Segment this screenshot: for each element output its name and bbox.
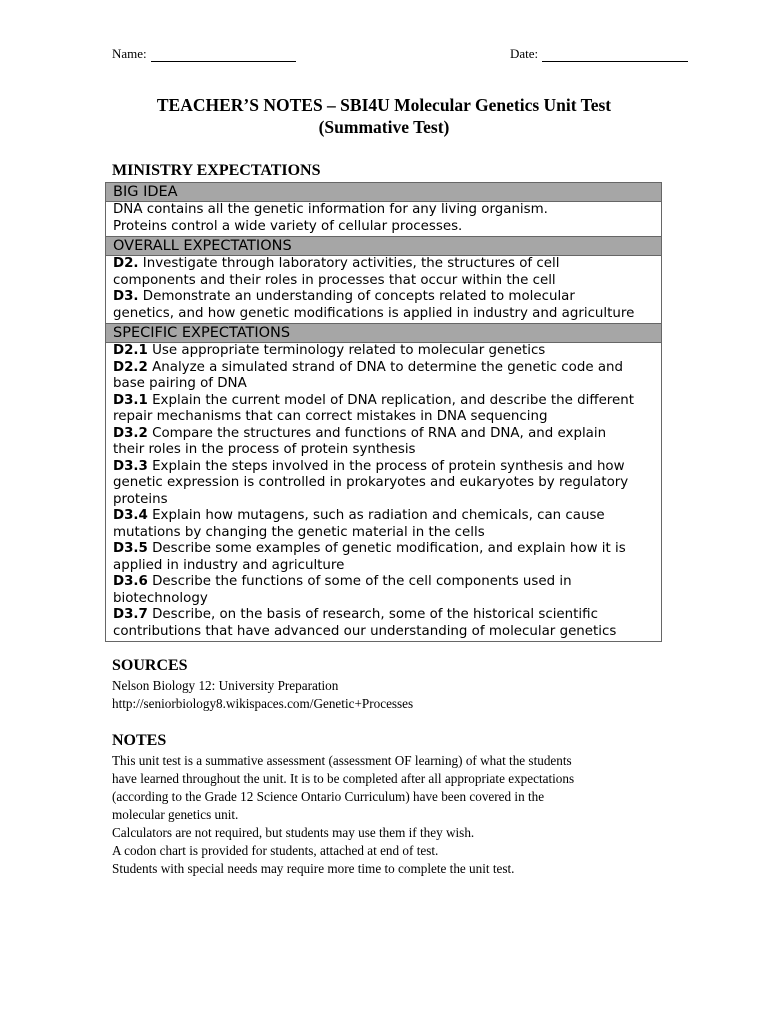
- date-blank-line[interactable]: [542, 47, 688, 62]
- notes-line: Calculators are not required, but students may use them if they wish.: [112, 825, 475, 840]
- expectation-line: genetics, and how genetic modifications is applied in industry and agriculture: [113, 305, 635, 321]
- expectation-code: D3.7: [113, 607, 148, 622]
- expectation-line: proteins: [113, 491, 168, 507]
- expectation-text: Use appropriate terminology related to molecular genetics: [147, 343, 546, 358]
- sources-list: [112, 677, 652, 713]
- expectation-line: mutations by changing the genetic material in the cells: [113, 524, 485, 540]
- expectation-code: D2.2: [113, 359, 148, 375]
- expectation-text: Explain the current model of DNA replication, and describe the different: [147, 392, 634, 408]
- notes-heading: NOTES: [112, 732, 167, 749]
- expectation-text: Investigate through laboratory activities, the structures of cell: [138, 256, 560, 271]
- big-idea-header: BIG IDEA: [106, 183, 661, 202]
- source-link[interactable]: http://seniorbiology8.wikispaces.com/Genetic+Processes: [112, 696, 414, 711]
- expectation-code: D3.2: [113, 425, 148, 441]
- notes-line: (according to the Grade 12 Science Ontario Curriculum) have been covered in the: [112, 789, 545, 804]
- expectation-code: D3.6: [113, 574, 148, 589]
- expectation-line: [113, 541, 654, 558]
- expectation-line: [113, 343, 654, 360]
- expectation-line: [113, 574, 654, 591]
- expectations-table: [105, 182, 662, 642]
- expectation-text: Describe some examples of genetic modification, and explain how it is: [147, 541, 626, 556]
- ministry-expectations-heading: MINISTRY EXPECTATIONS: [112, 162, 321, 179]
- expectation-line: [113, 360, 654, 377]
- expectation-code: D2.: [113, 256, 139, 271]
- expectation-code: D3.3: [113, 458, 148, 474]
- expectation-text: Explain the steps involved in the process of protein synthesis and how: [147, 458, 625, 474]
- expectation-code: D3.: [113, 289, 139, 304]
- expectation-line: [113, 289, 654, 306]
- expectation-line: applied in industry and agriculture: [113, 557, 345, 573]
- expectation-line: components and their roles in processes that occur within the cell: [113, 272, 556, 288]
- overall-expectations-header: OVERALL EXPECTATIONS: [106, 236, 661, 256]
- expectation-line: [113, 393, 654, 410]
- expectation-code: D3.1: [113, 392, 148, 408]
- expectation-code: D2.1: [113, 343, 148, 358]
- source-item: Nelson Biology 12: University Preparation: [112, 678, 339, 693]
- expectation-text: Explain how mutagens, such as radiation and chemicals, can cause: [147, 508, 605, 523]
- title-line-2: (Summative Test): [318, 117, 450, 137]
- notes-body: [112, 752, 652, 878]
- notes-line: Students with special needs may require more time to complete the unit test.: [112, 861, 515, 876]
- specific-expectations-header: SPECIFIC EXPECTATIONS: [106, 323, 661, 343]
- specific-expectations-body: [106, 343, 661, 641]
- notes-line: have learned throughout the unit. It is to be completed after all appropriate expectations: [112, 771, 575, 786]
- name-label: Name:: [112, 46, 147, 61]
- expectation-line: base pairing of DNA: [113, 376, 247, 391]
- expectation-code: D3.5: [113, 541, 148, 556]
- expectation-code: D3.4: [113, 508, 148, 523]
- document-title: [0, 94, 768, 138]
- header-fields: [112, 46, 696, 66]
- expectation-line: [113, 508, 654, 525]
- expectation-text: Describe the functions of some of the cell components used in: [147, 574, 572, 589]
- date-field[interactable]: [510, 46, 688, 62]
- expectation-text: Describe, on the basis of research, some of the historical scientific: [147, 607, 598, 622]
- expectation-line: [113, 426, 654, 443]
- date-label: Date:: [510, 46, 539, 61]
- expectation-line: [113, 256, 654, 273]
- name-blank-line[interactable]: [151, 47, 296, 62]
- notes-line: A codon chart is provided for students, attached at end of test.: [112, 843, 439, 858]
- expectation-text: Compare the structures and functions of RNA and DNA, and explain: [147, 425, 607, 441]
- expectation-text: Demonstrate an understanding of concepts related to molecular: [138, 289, 575, 304]
- expectation-line: [113, 459, 654, 476]
- big-idea-line: DNA contains all the genetic information for any living organism.: [113, 202, 548, 217]
- expectation-line: biotechnology: [113, 590, 208, 606]
- expectation-line: their roles in the process of protein synthesis: [113, 442, 416, 457]
- overall-expectations-body: [106, 256, 661, 323]
- expectation-line: repair mechanisms that can correct mistakes in DNA sequencing: [113, 409, 548, 424]
- expectation-line: [113, 607, 654, 624]
- sources-heading: SOURCES: [112, 657, 188, 674]
- big-idea-line: Proteins control a wide variety of cellular processes.: [113, 218, 463, 234]
- notes-line: This unit test is a summative assessment (assessment OF learning) of what the students: [112, 753, 572, 768]
- expectation-line: genetic expression is controlled in prokaryotes and eukaryotes by regulatory: [113, 475, 629, 490]
- expectation-text: Analyze a simulated strand of DNA to determine the genetic code and: [147, 359, 624, 375]
- notes-line: molecular genetics unit.: [112, 807, 239, 822]
- name-field[interactable]: [112, 46, 296, 62]
- title-line-1: TEACHER’S NOTES – SBI4U Molecular Genetics Unit Test: [156, 95, 612, 115]
- big-idea-body: [106, 202, 661, 236]
- expectation-line: contributions that have advanced our understanding of molecular genetics: [113, 623, 617, 639]
